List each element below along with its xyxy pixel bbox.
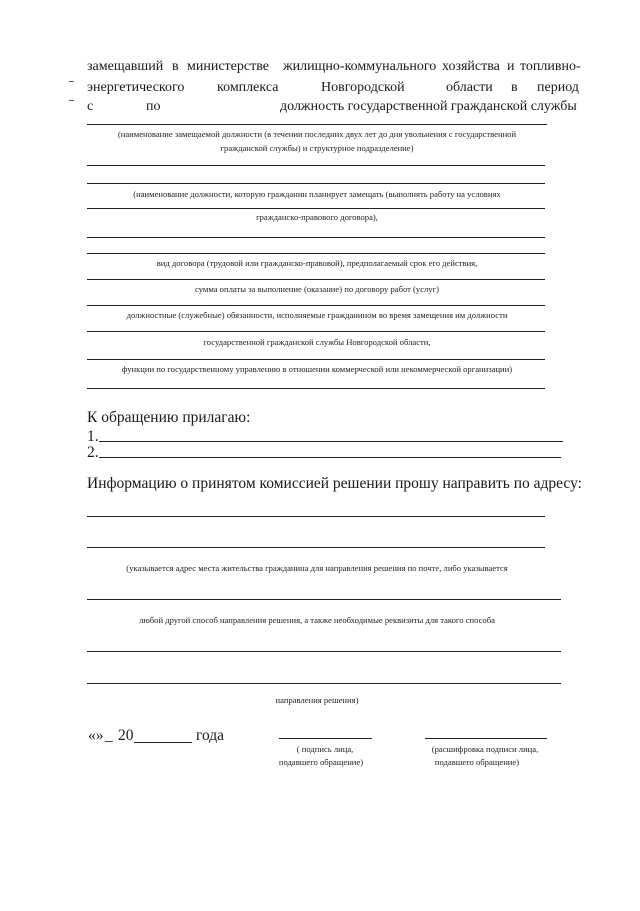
info-heading: Информацию о принятом комиссией решении прошу направить по адресу: (87, 475, 582, 492)
address-line[interactable] (87, 599, 561, 600)
fill-line[interactable] (87, 208, 545, 209)
contract-type-line[interactable] (87, 253, 545, 254)
date-year-prefix: 20 (118, 727, 134, 744)
intro-line2-word: в (511, 80, 518, 95)
period-from-label: с (87, 99, 94, 114)
address-line[interactable] (87, 651, 561, 652)
intro-line1-word: замещавший (87, 59, 164, 74)
intro-line2-word: период (537, 80, 579, 95)
planned-position-line[interactable] (87, 183, 545, 184)
duties-line[interactable] (87, 305, 545, 306)
intro-line1-word: жилищно-коммунального (283, 59, 437, 74)
fill-line[interactable] (87, 237, 545, 238)
signature-decode-caption: (расшифровка подписи лица, (431, 744, 539, 754)
functions-caption: функции по государственному управлению в отношении коммерческой или некоммерческой организации) (121, 364, 513, 374)
address-caption: направления решения) (275, 695, 359, 705)
date-separator: _ (105, 727, 113, 744)
signature-decode-line[interactable] (425, 738, 547, 739)
attachments-heading: К обращению прилагаю: (87, 409, 251, 426)
intro-line1-word: министерстве (187, 59, 269, 74)
address-line[interactable] (87, 516, 545, 517)
planned-position-caption: гражданско-правового договора), (256, 212, 378, 222)
payment-caption: сумма оплаты за выполнение (оказание) по договору работ (услуг) (195, 284, 439, 294)
margin-mark (69, 81, 74, 82)
fill-line[interactable] (87, 331, 545, 332)
attachment-item-number: 2. (87, 444, 99, 461)
address-line[interactable] (87, 547, 545, 548)
signature-line[interactable] (279, 738, 372, 739)
signature-decode-caption: подавшего обращение) (434, 757, 520, 767)
fill-line[interactable] (87, 388, 545, 389)
date-year-suffix: года (196, 727, 225, 744)
intro-line1-word: хозяйства (442, 59, 500, 74)
position-label: должность государственной гражданской службы (280, 99, 577, 114)
address-line[interactable] (87, 683, 561, 684)
intro-line2-word: комплекса (217, 80, 279, 95)
attachment-item-number: 1. (87, 428, 99, 445)
contract-type-caption: вид договора (трудовой или гражданско-правовой), предполагаемый срок его действия, (156, 258, 478, 268)
intro-line2-word: области (446, 80, 493, 95)
functions-line[interactable] (87, 359, 545, 360)
duties-caption: должностные (служебные) обязанности, исполняемые гражданином во время замещения им должности (126, 310, 508, 320)
intro-line1-word: в (172, 59, 179, 74)
margin-mark (69, 100, 74, 101)
planned-position-caption: (наименование должности, которую гражданин планирует замещать (выполнять работу на условиях (133, 189, 501, 199)
payment-line[interactable] (87, 279, 545, 280)
current-position-caption: гражданской службы) и структурное подразделение) (220, 143, 414, 153)
intro-line2-word: Новгородской (321, 80, 405, 95)
intro-line2-word: энергетического (87, 80, 185, 95)
fill-line[interactable] (87, 165, 545, 166)
intro-line1-word: топливно- (520, 59, 581, 74)
signature-caption: подавшего обращение) (278, 757, 364, 767)
current-position-line[interactable] (87, 124, 547, 125)
date-day-quotes: «» (88, 727, 104, 744)
current-position-caption: (наименование замещаемой должности (в течении последних двух лет до дня увольнения с государственной (117, 129, 517, 139)
intro-line1-word: и (507, 59, 515, 74)
address-caption: (указывается адрес места жительства гражданина для направления решения по почте, либо указывается (126, 563, 508, 573)
duties-caption: государственной гражданской службы Новгородской области, (203, 337, 431, 347)
attachment-item-line[interactable] (99, 457, 561, 458)
date-year-field[interactable] (134, 742, 192, 743)
address-caption: любой другой способ направления решения, а также необходимые реквизиты для такого способа (139, 615, 495, 625)
period-to-label: по (146, 99, 161, 114)
attachment-item-line[interactable] (99, 441, 563, 442)
signature-caption: ( подпись лица, (296, 744, 354, 754)
